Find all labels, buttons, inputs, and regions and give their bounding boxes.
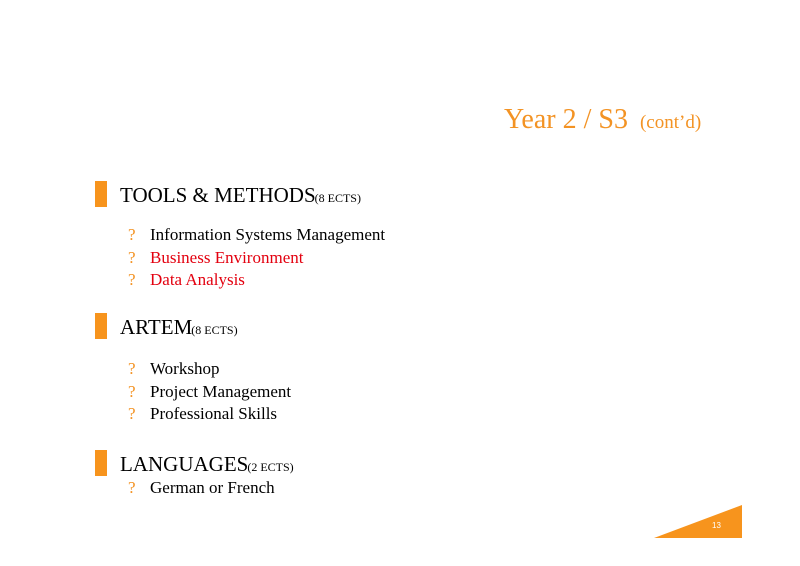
section-artem <box>95 313 292 423</box>
orange-bar-icon <box>95 181 107 207</box>
page-number: 13 <box>712 521 721 530</box>
page-corner-triangle-icon <box>654 505 742 538</box>
slide-title-sub: (cont’d) <box>639 112 702 133</box>
bullet-icon: ? <box>128 359 136 378</box>
bullet-icon: ? <box>128 270 136 289</box>
item-text: Project Management <box>150 381 292 401</box>
section-languages <box>95 450 294 497</box>
bullet-icon: ? <box>128 225 136 244</box>
item-text: German or French <box>150 478 275 497</box>
section-items <box>128 224 385 292</box>
orange-bar-icon <box>95 450 107 476</box>
item-text: Professional Skills <box>150 404 278 423</box>
list-item <box>128 247 385 270</box>
bullet-icon: ? <box>128 404 136 423</box>
item-text: Information Systems Management <box>150 225 386 244</box>
section-credits: (8 ECTS) <box>191 323 238 337</box>
bullet-icon: ? <box>128 247 136 267</box>
section-credits: (2 ECTS) <box>247 460 294 474</box>
section-heading <box>95 313 238 339</box>
list-item <box>128 358 291 381</box>
item-text: Data Analysis <box>150 270 245 289</box>
section-heading <box>95 450 294 476</box>
section-title: LANGUAGES <box>120 452 249 476</box>
section-title: TOOLS & METHODS <box>120 183 316 207</box>
bullet-icon: ? <box>128 478 136 497</box>
section-heading <box>95 181 361 207</box>
section-tools-methods <box>95 181 386 289</box>
list-item <box>128 403 291 426</box>
section-credits: (8 ECTS) <box>314 191 361 205</box>
slide-title-main: Year 2 / S3 <box>504 104 628 135</box>
orange-bar-icon <box>95 313 107 339</box>
bullet-icon: ? <box>128 381 136 401</box>
list-item <box>128 269 385 292</box>
section-title: ARTEM <box>120 315 193 339</box>
list-item <box>128 477 275 500</box>
slide-title <box>504 104 701 136</box>
item-text: Business Environment <box>150 247 304 267</box>
list-item <box>128 381 291 404</box>
section-items <box>128 477 275 500</box>
list-item <box>128 224 385 247</box>
item-text: Workshop <box>150 359 220 378</box>
section-items <box>128 358 291 426</box>
